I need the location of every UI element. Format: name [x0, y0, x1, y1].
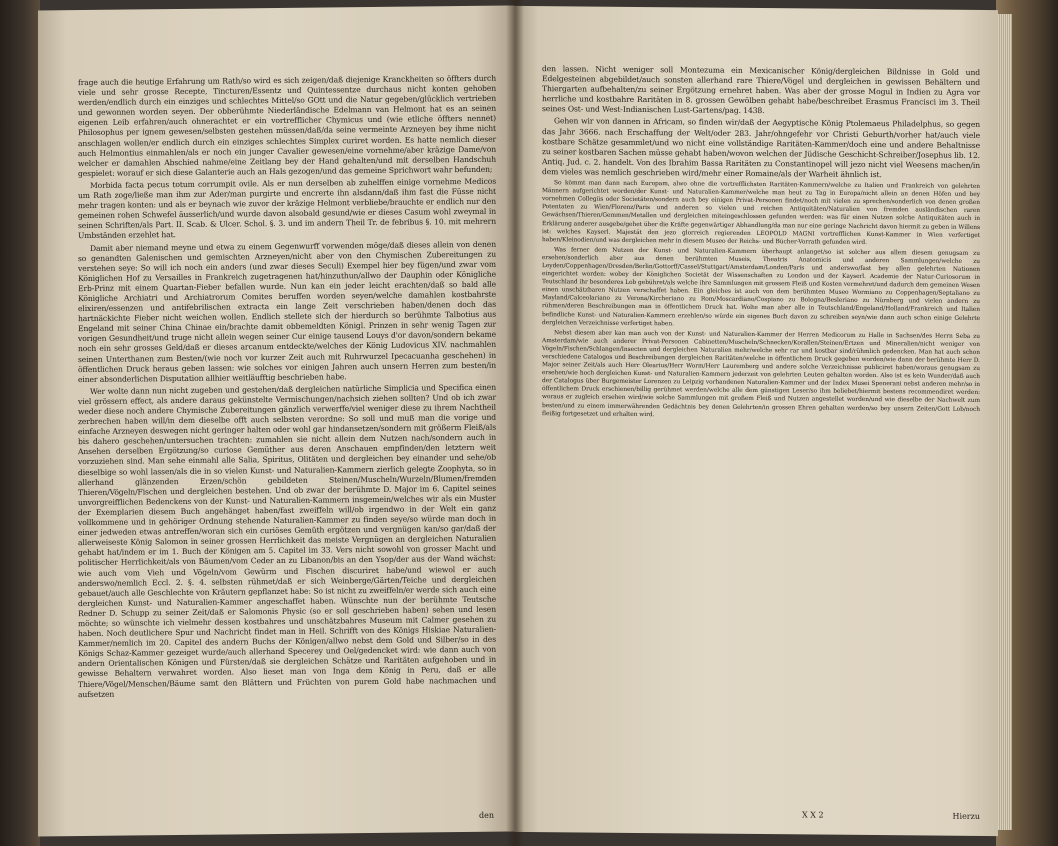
- left-paragraph-1: frage auch die heutige Erfahrung um Rath/so wird es sich zeigen/daß diejenige Kranckheiten so öffters durch viele und sehr grosse Recepte, Tincturen/Essentz und Quintessentze durchaus nicht konten gehoben werden/endlich durch ein einziges und schlechtes Mittel/so GOtt und die Natur gegeben/glücklich vertrieben und gewonnen worden seyen. Der obberühmte Niederländische Edelmann van Helmont hat es an seinen eigenen Leib erfahren/auch ohnerachtet er ein vortrefflicher Chymicus und (wie etliche öffters nennet) Philosophus per ignem gewesen/selbsten gestehen müssen/daß/da seine vermeinte Arzneyen bey ihme nicht anschlagen wollen/er endlich durch ein einziges schlechtes Simplex curiret worden. Es hatte nemlich dieser auch Helmontius einmahlen/als er noch ein junger Cavalier gewesen/eine vornehme/aber kräzige Dame/von welcher er damahlen Abschied nahme/eine Zeitlang bey der Hand gehalten/und mit derselben Handschuh gespielet: worauf er sich diese Galanterie auch an Hals gezogen/und das gemeine Sprichwort wahr befunden;: [78, 73, 496, 178]
- right-paragraph-3: So kömmt man dann nach Europam, alwo ohne die vortrefflichsten Raritäten-Kammern/welche zu Italien und Frankreich von gelehrten Männern aufgerichtet worden/der Kunst- und Naturalien-Kammer/welche man heut zu Tag in Europa/nicht allein an denen Höfen und bey vornehmen Collegiis oder Societäten/sondern auch bey einigen Privat-Personen findet/noch mit vielen zu sprechen/sonderlich von denen großen Potentaten zu Wien/Florenz/Paris und anderen so vielen und reichen Antiquitäten/Naturalien von fremden ausländischen raren Gewächsen/Thieren/Gemmen/Metallen und dergleichen miteingeschlossen gefunden werden: was für einen Nutzen solche Antiquitäten auch in Erklärung anderer ausgebe/gehet über die Kräfte gegenwärtiger Abhandlung/da man nur eine geringe Nachricht davon hiermit zu geben in Willens ist: welches Kayserl. Majestät den jezo glorreich regierenden LEOPOLD MAGNI vortrefflichen Kunst-Kammer in Wien verfertiget haben/Kleinodien/und was dergleichen mehr in diesem Museo der Reichs- und Bücher-Vorrath gefunden wird.: [542, 180, 980, 246]
- right-paragraph-1: den lassen. Nicht weniger soll Montezuma ein Mexicanischer König/dergleichen Bildnisse in Gold und Edelgesteinen abgebildet/auch sonsten allerhand rare Thiere/Vögel und dergleichen in gewissen Behältern und Thiergarten aufbehalten/zu seiner Ergötzung ernehret haben. Was aber der grosse Mogul in Indien zu Agra vor herrliche und kostbahre Raritäten in 8. grossen Gewölben gehabt habe/beschreibet Erasmus Francisci im 3. Theil seines Ost- und West-Indianischen Lust-Gartens/pag. 1438.: [542, 64, 980, 116]
- right-footer: [542, 808, 980, 826]
- left-catchword: den: [478, 810, 494, 820]
- right-paragraph-4: Was ferner dem Nutzen der Kunst- und Naturalien-Kammern überhaupt anlanget/so ist solcher aus allem diesem genugsam zu ersehen/sonderlich aber aus denen berühmten Museis, Theatris Anatomicis und anderen Sammlungen/welche zu Leyden/Coppenhagen/Dresden/Berlin/Gottorff/Cassel/Stuttgart/Amsterdam/Londen/Paris und anderswo/fast bey allen gelehrten Nationen eingerichtet worden: wobey der Königlichen Societät der Wissenschaften zu London und der Kayserl. Academie der Natur-Curiosorum in Teutschland ihr besonderes Lob gebühret/als welche ihre Sammlungen mit grossem Fleiß und Kosten vermehret/und dadurch dem gemeinen Wesen einen unschätzbaren Nutzen verschaffet haben. Ein gleiches ist auch von dem berühmten Museo Wormiano zu Coppenhagen/Septaliano zu Mayland/Calceolariano zu Verona/Kircheriano zu Rom/Moscardiano/Cospiano zu Bologna/Besleriano zu Nürnberg und vielen andern zu rühmen/deren Beschreibungen man in öffentlichem Druck hat. Wolte man aber alle in Teutschland/Engeland/Holland/Frankreich und Italien befindliche Kunst- und Naturalien-Kammern erzehlen/so würde ein eigenes Buch davon zu schreiben seyn/wie dann auch schon einige Gelehrte dergleichen Verzeichnisse verfertiget haben.: [542, 247, 980, 327]
- book-cover-left: [0, 0, 40, 846]
- left-page: [38, 6, 514, 837]
- left-paragraph-4: Wer wolte dann nun nicht zugeben und gestehen/daß dergleichen natürliche Simplicia und Specifica einen viel grössern effect, als andere daraus gekünstelte Vermischungen/nachsich ziehen sollten? Und ob ich zwar weder diese noch andere Chymische Zubereitungen gänzlich verwerffe/viel weniger diese zu ihrem Nachtheil zerbrechen haben will/in dem dieselbe offt auch selbsten verordne: So soll und muß man die vorige und einfache Arzneyen deswegen nicht geringer halten oder wohl gar hindansetzen/sondern mit größerm Fleiß/als bis dahero geschehen/untersuchen trachten: zumahlen sie nicht allein dem Nutzen nach/sondern auch in Ansehen derselben Ergötzung/so curiose Gemüther aus deren Anschauen empfinden/den letztern weit vorzuziehen sind. Man sehe einmahl alle Salia, Spiritus, Olitäten und dergleichen bey einander und sehe/ob dieselbige so wohl lassen/als die in so vielen Kunst- und Naturalien-Kammern zierlich gelegte Zoophyta, so in allerhand glänzenden Erzen/schön gebildeten Steinen/Muscheln/Wurzeln/Blumen/fremden Thieren/Vögeln/Fischen und dergleichen bestehen. Und ob zwar der berühmte D. Major im 6. Capitel seines unvorgreifflichen Bedenckens von der Kunst- und Naturalien-Kammern insgemein/welches wir als ein Muster der Exemplarien diesem Buch angehänget haben/fast zweiffeln will/ob irgendwo in der Welt ein ganz vollkommene und in gehöriger Ordnung stehende Naturalien-Kammer zu finden seye/so würde man doch in einer jedweden etwas antreffen/woran sich ein curiöses Gemüth ergötzen und vergnügen kan/so gar/daß der allerweiseste König Salomon in seiner grossen Herrlichkeit das meiste Vergnügen an dergleichen Naturalien gehabt hat/indem er im 1. Buch der Königen am 5. Capitel im 33. Vers nicht sowohl von grosser Macht und politischer Herrlichkeit/als von Bäumen/vom Ceder an zu Libanon/bis an den Ysop/der aus der Wand wächst: wie auch vom Vieh und Vögeln/vom Gewürm und Fischen discuriret habe/und wiewol er auch anderswo/nemlich Eccl. 2. §. 4. selbsten rühmet/daß er sich Weinberge/Gärten/Teiche und dergleichen gebauet/auch alle Geschlechte von Kräutern gepflanzet habe: So ist nicht zu zweiffeln/er werde sich auch eine dergleichen Kunst- und Naturalien-Kammer angeschaffet haben. Wünschte nun der berühmte Teutsche Redner D. Schupp zu seiner Zeit/daß er Salomonis Physic (so er soll geschrieben haben) sehen und lesen möchte; so wünschte ich vielmehr dessen kostbahres und unschätzbahres Museum mit Calmer gesehen zu haben. Noch deutlichere Spur und Nachricht findet man in Heil. Schrifft von des Königs Hiskiae Naturalien-Kammer/nemlich im 20. Capitel des andern Buchs der Königen/allwo nebst dem Gold und Silber/so in des Königs Schaz-Kammer gezeiget wurde/auch allerhand Specerey und Oel/gedencket wird: wie dann auch von andern Orientalischen Königen und Fürsten/daß sie dergleichen Schätze und Raritäten aufgehoben und in gewisse Behaltern verwahret worden. Also lieset man von Inga dem König in Peru, daß er alle Thiere/Vögel/Menschen/Bäume samt den Blättern und Früchten von purem Gold habe nachmachen und aufsetzen: [78, 382, 496, 699]
- right-paragraph-5: Nebst diesem aber kan man auch von der Kunst- und Naturalien-Kammer der Herren Medicorum zu Halle in Sachsen/des Herrn Seba zu Amsterdam/wie auch anderer Privat-Personen Cabinetten/Muscheln/Schnecken/Korallen/Steinen/Ertzen und Mineralien/nicht weniger von Vögeln/Fischen/Schlangen/Insecten und dergleichen Naturalien mehr/welche sehr rar und kostbar sind/rühmlich gedencken. Man hat auch schon verschiedene Catalogos und Beschreibungen dergleichen Raritäten/welche in öffentlichem Druck gegeben worden/wie dann der berühmte Herr D. Major seiner Zeit/als auch Herr Olearius/Herr Worm/Herr Lauremberg und andere solche Verzeichnisse publiciret haben/woraus genugsam zu ersehen/wie hoch dergleichen Kunst- und Naturalien-Kammern jederzeit von gelehrten Leuten gehalten worden. Also ist es kein Wunder/daß auch der Catalogus über Burgemeister Lorenzen zu Leipzig vorhandenen Naturalien-Kammer und der Index Musei Spenerani nebst anderen mehr/so in öffentlichem Druck erschienen/billig gerühmet werden/welche alle dem günstigen Leser/so ihm beliebet/hiermit bestens recommendiret werden: woraus er zugleich ersehen wird/wie solche Sammlungen mit großem Fleiß und Nutzen angestellet worden/und wie dieselbe der Nachwelt zum besten/und zu einem immerwährenden Gedächtnis bey denen Gelehrten/in grossen Ehren gehalten werden/so bey unsern Zeiten/Gott Lob/noch fleißig fortgesetzet und erhalten wird.: [542, 329, 980, 418]
- right-catchword: Hierzu: [952, 811, 980, 821]
- signature-mark: X X 2: [802, 810, 824, 820]
- left-paragraph-2: Morbida facta pecus totum corrumpit ovile. Als er nun derselben ab zuhelffen einige vornehme Medicos um Rath zoge/ließe man ihm zur Ader/man purgirte und encrerte ihn alsdann/daß ihm fast die Füsse nicht mehr tragen konten: und als er beynach wie zuvor der kräzige Helmont verbliebe/brauchte er endlich nur den gemeinen rohen Schwefel äusserlich/und wurde davon alsobald gesund/wie er dieses Casum wohl zweymal in seinen Schriften/als Part. II. Scab. & Ulcer. Schol. §. 3. und im andern Theil Tr. de febribus §. 10. mit mehrern Umbständen erzehlet hat.: [78, 176, 496, 241]
- right-paragraph-2: Gehen wir von dannen in Africam, so finden wir/daß der Aegyptische König Ptolemaeus Philadelphus, so gegen das Jahr 3666. nach Erschaffung der Welt/oder 283. Jahr/ohngefehr vor Christi Geburth/vorher hat/auch viele kostbare Schätze gesammlet/und wo nicht eine vollständige Raritäten-Kammer/doch eine und andere Behaltnisse zu seiner kostbaren Sachen müsse gehabt haben/wovon welchen der Jüdische Geschicht-Schreiber/Josephus lib. 12. Antiq. Jud. c. 2. handelt. Von des Ibrahim Bassa Raritäten zu Constantinopel will jezo nicht viel Weesens machen/in dem vieles was nemlich geschrieben wird/mehr einer Romaine/als der Warheit ähnlich ist.: [542, 116, 980, 180]
- page-edges: [996, 14, 1012, 830]
- left-paragraph-3: Damit aber niemand meyne und etwa zu einem Gegenwurff vorwenden möge/daß dieses allein von denen so genandten Galenischen und gemischten Arzneyen/nicht aber von den Chymischen Zubereitungen zu verstehen seye: So will ich noch ein anders (und zwar dieses Seculi) Exempel hier bey fügen/und zwar vom Königlichen Hof zu Versailles in Frankreich zugetragenen hat/hinzuthun/allwo der Dauphin oder Königliche Erb-Prinz mit einem Quartan-Fieber befallen wurde. Nun kan ein jeder leicht erachten/daß so bald alle Königliche Archiatri und Archiatrorum Comites beruffen worden seyen/welche damahlen kostbahrste elixiren/essenzen und antifebrilischen extracta ein lange Zeit verschrieben haben/denen doch das hartnäckichte Fieber nicht weichen wollen. Endlich stellete sich der hierdurch so berühmte Talbotius aus Engeland mit seiner China Chinae ein/brachte damit obbemeldten Königl. Prinzen in sehr wenig Tagen zur vorigen Gesundheit/und truge nicht allein wegen seiner Cur einige tausend Louys d'or davon/sondern bekame noch ein sehr grosses Geld/daß er dieses arcanum entdeckte/welches der König Ludovicus XIV. nachmahlen seinen Unterthanen zum Besten/(wie noch vor kurzer Zeit auch mit Ruhrwurzel Ipecacuanha geschehen) in öffentlichen Druck heraus geben lassen: wie solches vor einigen Jahren auch unsern Herren zum besten/in einer absonderlichen Disputation allhier weitläufftig beschrieben habe.: [78, 239, 496, 384]
- right-page: [514, 6, 998, 836]
